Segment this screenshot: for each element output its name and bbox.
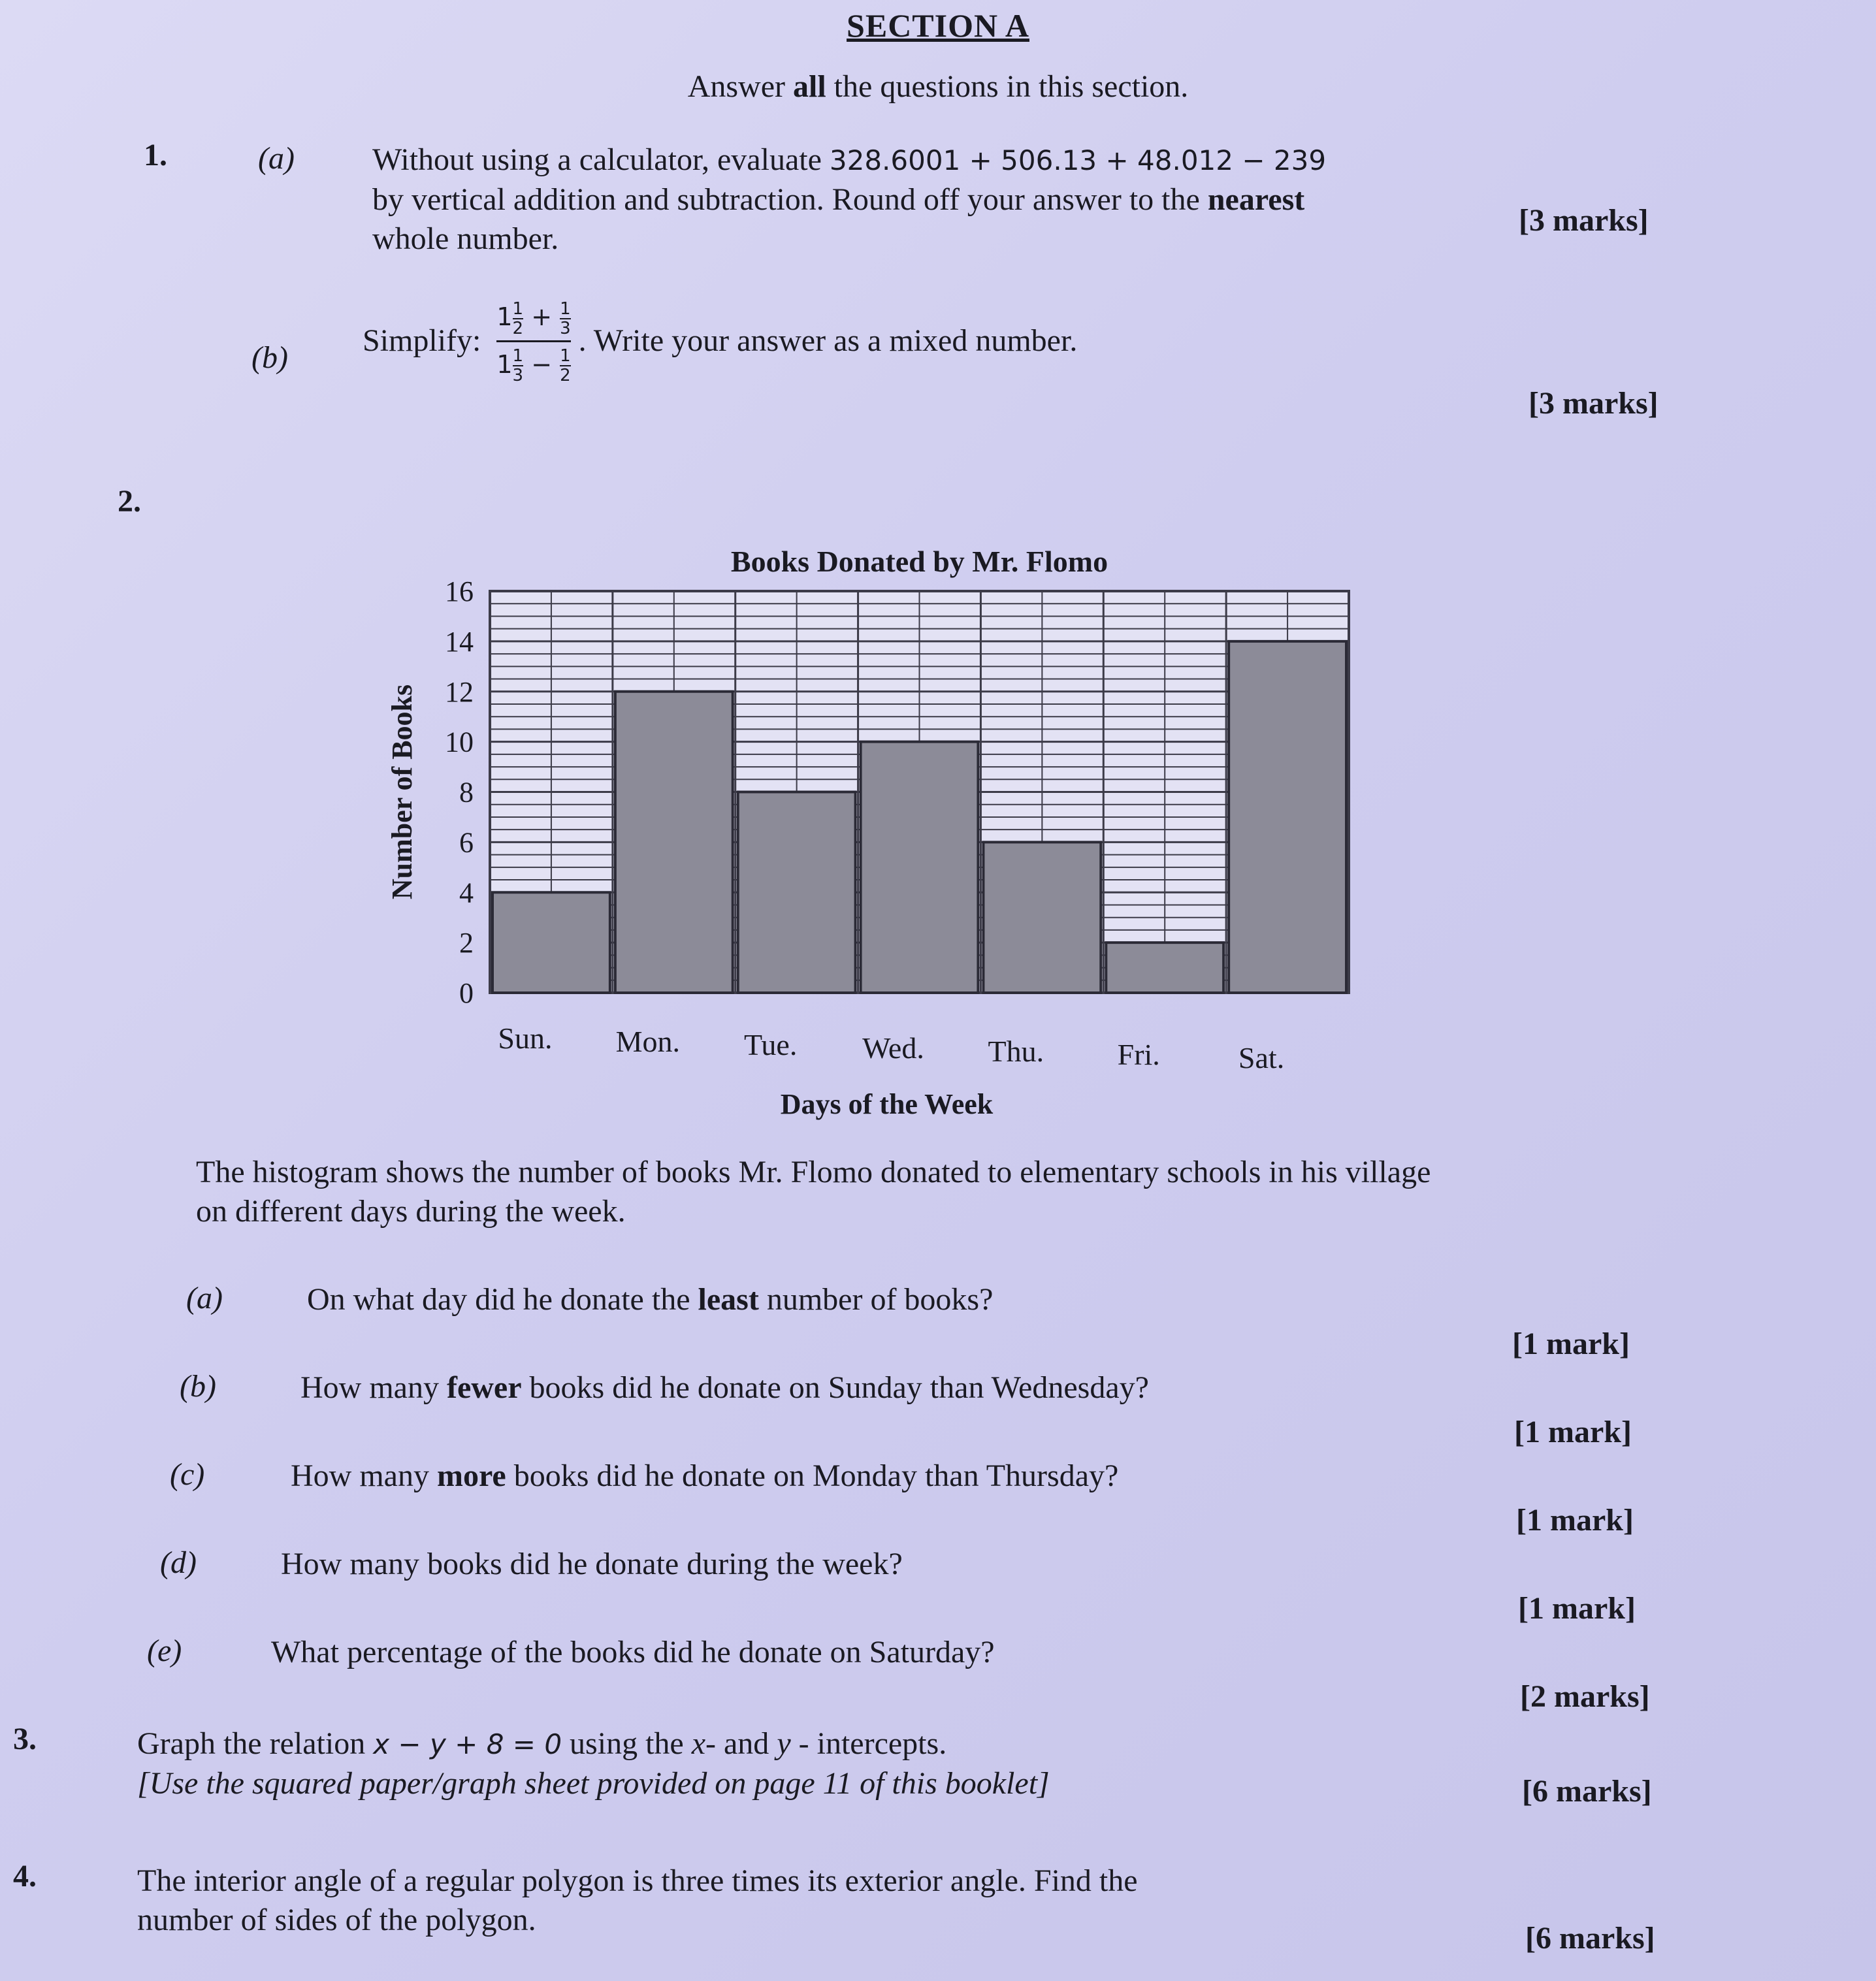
q1b-complex-fraction: 1 $\frac{1}{2}$ + $\frac{1}{3}$ 1 $\frac{1}{3}$ − $\frac{1}{2}$ xyxy=(496,298,571,385)
bar xyxy=(1106,942,1223,993)
q1b-marks: [3 marks] xyxy=(1528,386,1658,421)
y-tick-label: 16 xyxy=(445,575,474,607)
q2-part-label: (d) xyxy=(160,1545,197,1580)
q2-part-marks: [2 marks] xyxy=(1520,1679,1650,1714)
section-instruction: Answer all the questions in this section. xyxy=(687,69,1189,104)
q2-part-marks: [1 mark] xyxy=(1512,1327,1630,1361)
q3-note: [Use the squared paper/graph sheet provided on page 11 of this booklet] xyxy=(137,1766,1050,1801)
q1b-text: Simplify: 1 $\frac{1}{2}$ + $\frac{1}{3}$ 1 $\frac{1}{3}$ − $\frac{1}{2}$ . Write your answer as a mixed number. xyxy=(363,297,1077,385)
q2-part-label: (a) xyxy=(186,1281,223,1315)
q2-part-question: How many fewer books did he donate on Sunday than Wednesday? xyxy=(300,1370,1149,1405)
q1b-label: (b) xyxy=(251,340,288,375)
q2-description: The histogram shows the number of books Mr. Flomo donated to elementary schools in his village on different days during the week. xyxy=(196,1155,1431,1229)
bar xyxy=(983,842,1101,993)
x-tick-label: Wed. xyxy=(862,1031,924,1065)
bar xyxy=(1229,641,1346,993)
x-tick-label: Thu. xyxy=(988,1035,1044,1068)
q3-text: Graph the relation x − y + 8 = 0 using the x- and y - intercepts. [Use the squared paper/graph sheet provided on page 11 of this booklet] xyxy=(137,1726,1050,1801)
question-2-number: 2. xyxy=(118,484,141,519)
q2-part-marks: [1 mark] xyxy=(1514,1415,1632,1449)
bar xyxy=(615,692,733,993)
x-axis-label: Days of the Week xyxy=(780,1088,994,1120)
y-tick-label: 10 xyxy=(445,726,474,758)
q3-marks: [6 marks] xyxy=(1522,1774,1652,1809)
q2-part-label: (e) xyxy=(147,1634,182,1668)
y-tick-label: 6 xyxy=(459,826,474,859)
books-histogram xyxy=(366,542,1411,1130)
x-tick-label: Mon. xyxy=(615,1025,680,1058)
q1a-label: (a) xyxy=(258,141,295,176)
y-tick-label: 14 xyxy=(445,625,474,658)
q1a-marks: [3 marks] xyxy=(1519,203,1649,238)
q2-part-question: What percentage of the books did he donate on Saturday? xyxy=(271,1635,995,1669)
q2-part-question: How many more books did he donate on Monday than Thursday? xyxy=(291,1458,1119,1493)
chart-title: Books Donated by Mr. Flomo xyxy=(730,545,1108,578)
y-tick-label: 8 xyxy=(459,776,474,809)
x-tick-label: Sun. xyxy=(498,1022,553,1055)
q4-marks: [6 marks] xyxy=(1525,1921,1655,1956)
y-tick-label: 4 xyxy=(459,877,474,909)
bar xyxy=(738,792,856,993)
y-axis-label: Number of Books xyxy=(386,684,418,900)
section-title: SECTION A xyxy=(847,7,1029,44)
question-1-number: 1. xyxy=(144,138,167,172)
question-3-number: 3. xyxy=(13,1722,37,1756)
q1a-expression: 328.6001 + 506.13 + 48.012 − 239 xyxy=(829,144,1327,176)
y-tick-label: 12 xyxy=(445,675,474,708)
q2-part-marks: [1 mark] xyxy=(1516,1503,1634,1538)
q2-part-marks: [1 mark] xyxy=(1518,1591,1636,1626)
x-tick-label: Tue. xyxy=(743,1028,798,1061)
y-tick-label: 0 xyxy=(459,977,474,1009)
x-tick-label: Fri. xyxy=(1117,1038,1160,1071)
bar xyxy=(493,892,610,993)
question-4-number: 4. xyxy=(13,1859,37,1893)
bar xyxy=(861,742,978,993)
q1a-text: Without using a calculator, evaluate 328.6001 + 506.13 + 48.012 − 239 by vertical addition and subtraction. Round off your answer to the nearest whole number. xyxy=(372,142,1327,256)
x-tick-label: Sat. xyxy=(1238,1041,1285,1074)
q2-part-label: (c) xyxy=(170,1457,205,1492)
y-tick-label: 2 xyxy=(459,927,474,959)
q2-part-label: (b) xyxy=(180,1369,216,1404)
q4-text: The interior angle of a regular polygon is three times its exterior angle. Find the number of sides of the polygon. xyxy=(137,1863,1138,1937)
q3-equation: x − y + 8 = 0 xyxy=(373,1728,562,1760)
q2-part-question: On what day did he donate the least number of books? xyxy=(307,1282,994,1317)
q2-part-question: How many books did he donate during the week? xyxy=(281,1547,903,1581)
